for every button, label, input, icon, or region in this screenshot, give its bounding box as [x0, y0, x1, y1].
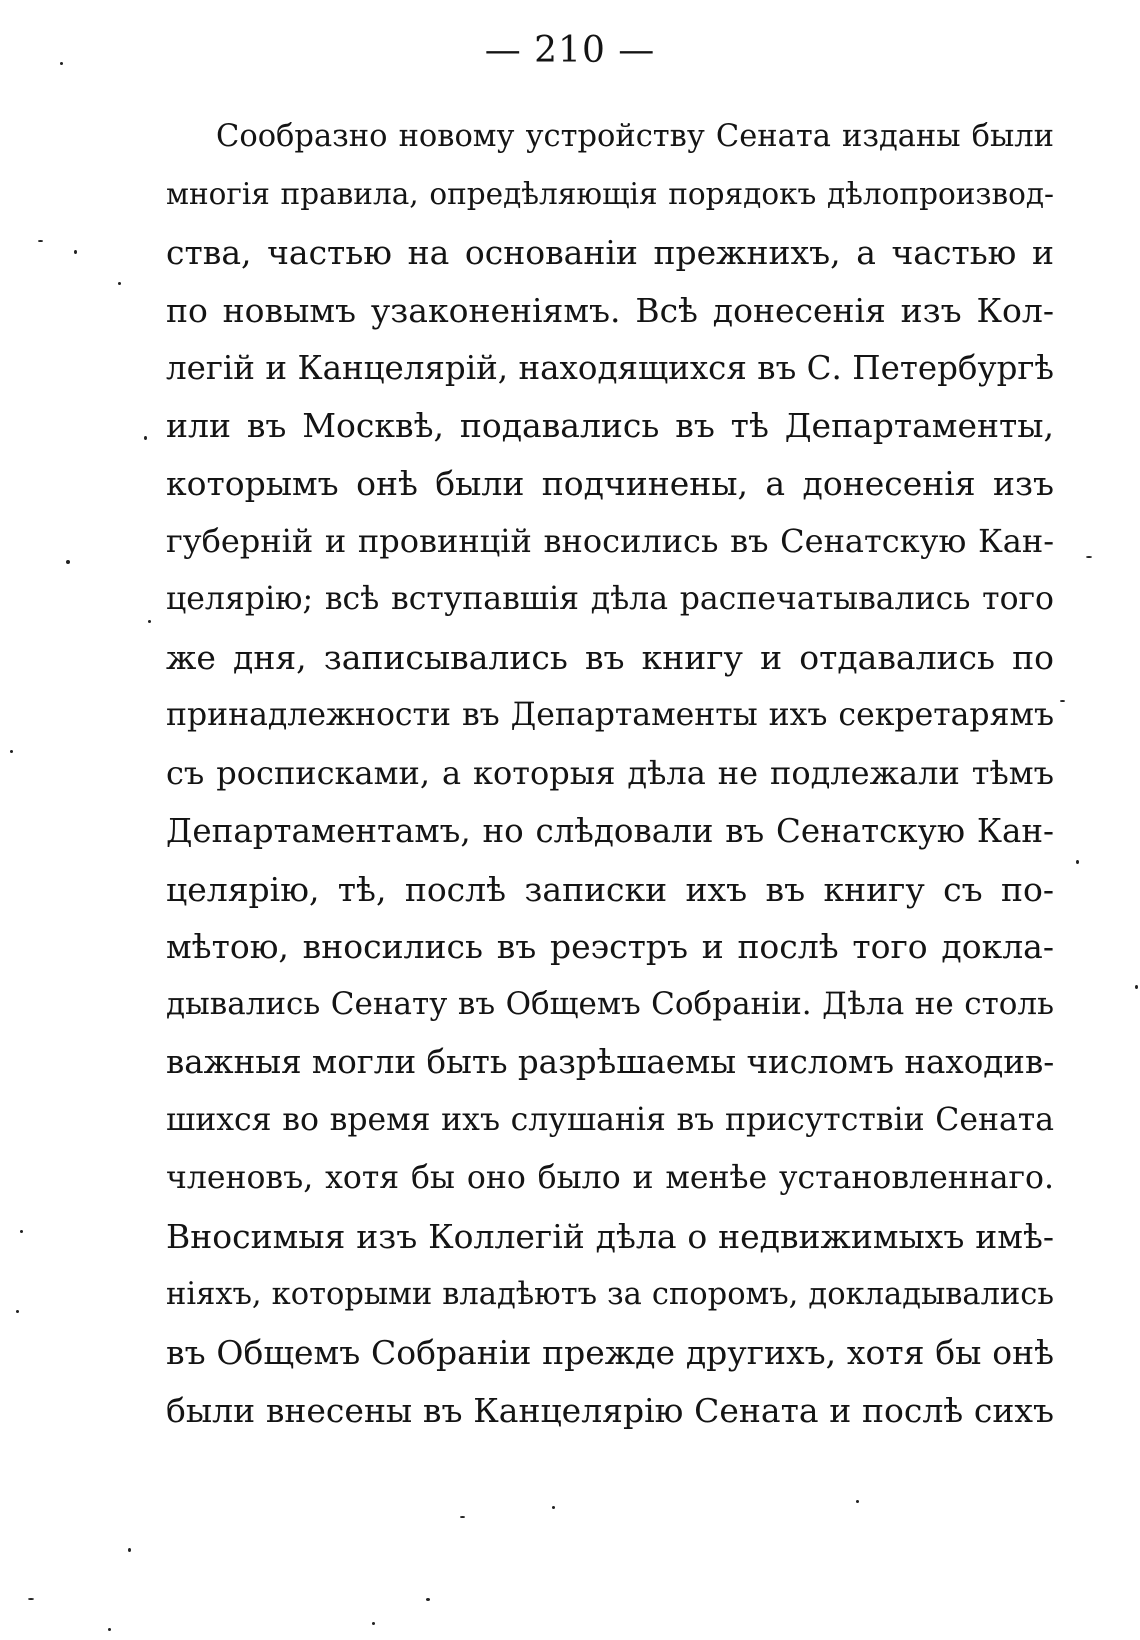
text-line: были внесены въ Канцелярію Сената и послѣ сихъ	[166, 1390, 1054, 1430]
text-line: дывались Сенату въ Общемъ Собраніи. Дѣла не столь	[166, 986, 1054, 1023]
scan-speck	[552, 1506, 555, 1509]
scan-speck	[118, 282, 121, 285]
scan-speck	[60, 62, 63, 65]
text-line: членовъ, хотя бы оно было и менѣе установленнаго.	[166, 1160, 1054, 1197]
text-line: ства, частью на основаніи прежнихъ, а частью и	[166, 232, 1054, 272]
text-line: шихся во время ихъ слушанія въ присутствіи Сената	[166, 1102, 1054, 1139]
scan-speck	[372, 1622, 375, 1625]
scan-speck	[128, 1548, 131, 1552]
body-text	[166, 108, 1054, 1439]
scan-speck	[426, 1598, 430, 1601]
text-line: важныя могли быть разрѣшаемы числомъ находив-	[166, 1043, 1055, 1082]
text-line: целярію; всѣ вступавшія дѣла распечатывались того	[166, 581, 1054, 618]
scan-speck	[108, 1628, 111, 1631]
text-line: которымъ онѣ были подчинены, а донесенія изъ	[166, 464, 1054, 504]
text-line: же дня, записывались въ книгу и отдавались по	[166, 638, 1054, 678]
text-line: легій и Канцелярій, находящихся въ С. Петербургѣ	[166, 348, 1054, 387]
text-line: съ росписками, а которыя дѣла не подлежали тѣмъ	[166, 753, 1054, 792]
text-line: ніяхъ, которыми владѣютъ за споромъ, докладывались	[166, 1276, 1054, 1312]
text-line: по новымъ узаконеніямъ. Всѣ донесенія изъ Кол-	[166, 290, 1054, 330]
scan-speck	[74, 250, 77, 254]
scan-speck	[1076, 860, 1079, 864]
scan-speck	[20, 1230, 23, 1233]
scan-speck	[10, 750, 13, 753]
scan-speck	[460, 1516, 465, 1518]
scan-speck	[148, 620, 151, 623]
scan-speck	[66, 560, 70, 564]
text-line: губерній и провинцій вносились въ Сенатскую Кан-	[166, 522, 1054, 561]
text-line: целярію, тѣ, послѣ записки ихъ въ книгу съ по-	[166, 869, 1054, 909]
scan-speck	[144, 436, 147, 440]
scan-speck	[856, 1500, 859, 1503]
scan-speck	[1060, 700, 1065, 702]
scan-speck	[28, 1598, 34, 1600]
text-line: многія правила, опредѣляющія порядокъ дѣлопроизвод-	[166, 176, 1054, 211]
page-number: — 210 —	[484, 30, 656, 71]
scan-speck	[1086, 556, 1092, 558]
text-line: мѣтою, вносились въ реэстръ и послѣ того докла-	[166, 927, 1054, 967]
scan-speck	[16, 1310, 19, 1313]
text-line: Вносимыя изъ Коллегій дѣла о недвижимыхъ имѣ-	[166, 1216, 1054, 1256]
text-line: или въ Москвѣ, подавались въ тѣ Департаменты,	[166, 406, 1054, 446]
text-line: въ Общемъ Собраніи прежде другихъ, хотя бы онѣ	[166, 1332, 1054, 1372]
text-line: Сообразно новому устройству Сената изданы были	[216, 119, 1054, 154]
text-line: Департаментамъ, но слѣдовали въ Сенатскую Кан-	[166, 811, 1054, 850]
scan-speck	[38, 240, 43, 242]
scan-speck	[1135, 985, 1138, 989]
text-line: принадлежности въ Департаменты ихъ секретарямъ	[166, 696, 1054, 733]
